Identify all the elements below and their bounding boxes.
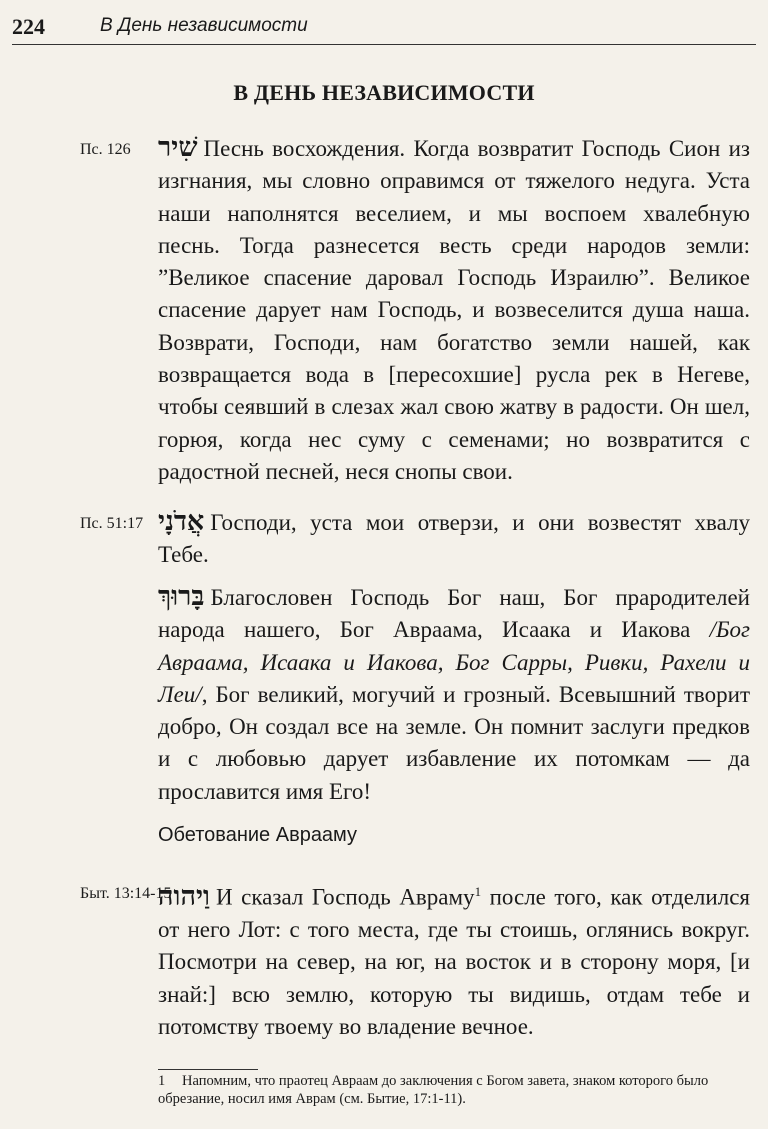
baruch-paragraph [158,581,750,808]
footnote [158,1072,748,1108]
hebrew-initial-word: בָּרוּךְ [158,581,205,612]
section-title: В ДЕНЬ НЕЗАВИСИМОСТИ [233,80,535,105]
subheading: Обетование Аврааму [158,824,358,846]
footnote-mark: 1 [158,1073,166,1089]
ref-psalm-126: Пс. 126 [80,141,131,158]
genesis-text-b: после того, как отделился от него Лот: с того места, где ты стоишь, оглянись вокруг. Посмотри на север, на юг, на восток и в сторону моря, [и знай:] всю землю, которую ты видишь, отдам тебе и потомству твоему во владение вечное. [158,884,750,1039]
psalm-51-text: Господи, уста мои отверзи, и они возвестят хвалу Тебе. [158,510,750,568]
ref-psalm-51: Пс. 51:17 [80,515,144,532]
hebrew-initial-word: אֲדֹנָי [158,506,205,537]
genesis-paragraph [158,876,750,1043]
hebrew-initial-word: שִׁיר [158,132,198,163]
psalm-51-paragraph [158,506,750,572]
ref-genesis: Быт. 13:14-15 [80,885,172,902]
genesis-text-a: И сказал Господь Авраму [215,884,475,910]
baruch-text-a: Благословен Господь Бог наш, Бог прародителей народа нашего, Бог Авраама, Исаака и Иакова [158,585,750,643]
running-head: В День независимости [100,15,308,36]
footnote-reference[interactable]: 1 [474,884,482,899]
psalm-126-text: Песнь восхождения. Когда возвратит Господь Сион из изгнания, мы словно оправимся от тяжелого недуга. Уста наши наполнятся веселием, и мы воспоем хвалебную песнь. Тогда разнесется весть среди народов земли: ”Великое спасение даровал Господь Израилю”. Великое спасение дарует нам Господь, и возвеселится душа наша. Возврати, Господи, нам богатство земли нашей, как возвращается вода в [пересохшие] русла рек в Негеве, чтобы сеявший в слезах жал свою жатву в радости. Он шел, горюя, когда нес суму с семенами; но возвратится с радостной песней, неся снопы свои. [158,136,750,484]
baruch-text-b: , Бог великий, могучий и грозный. Всевышний творит добро, Он создал все на земле. Он помнит заслуги предков и с любовью дарует избавление их потомкам — да прославится имя Его! [158,681,750,804]
hebrew-initial-word: וַיהוה [158,880,210,912]
psalm-126-paragraph [158,132,750,488]
baruch-text-italic: /Бог Авраама, Исаака и Иакова, Бог Сарры, Ривки, Рахели и Леи/ [158,617,750,707]
page-number: 224 [12,14,45,39]
header-rule [12,44,756,45]
footnote-rule [158,1069,258,1070]
footnote-text: Напомним, что праотец Авраам до заключения с Богом завета, знаком которого было обрезание, носил имя Аврам (см. Бытие, 17:1-11). [158,1073,709,1107]
page-header [12,14,756,46]
